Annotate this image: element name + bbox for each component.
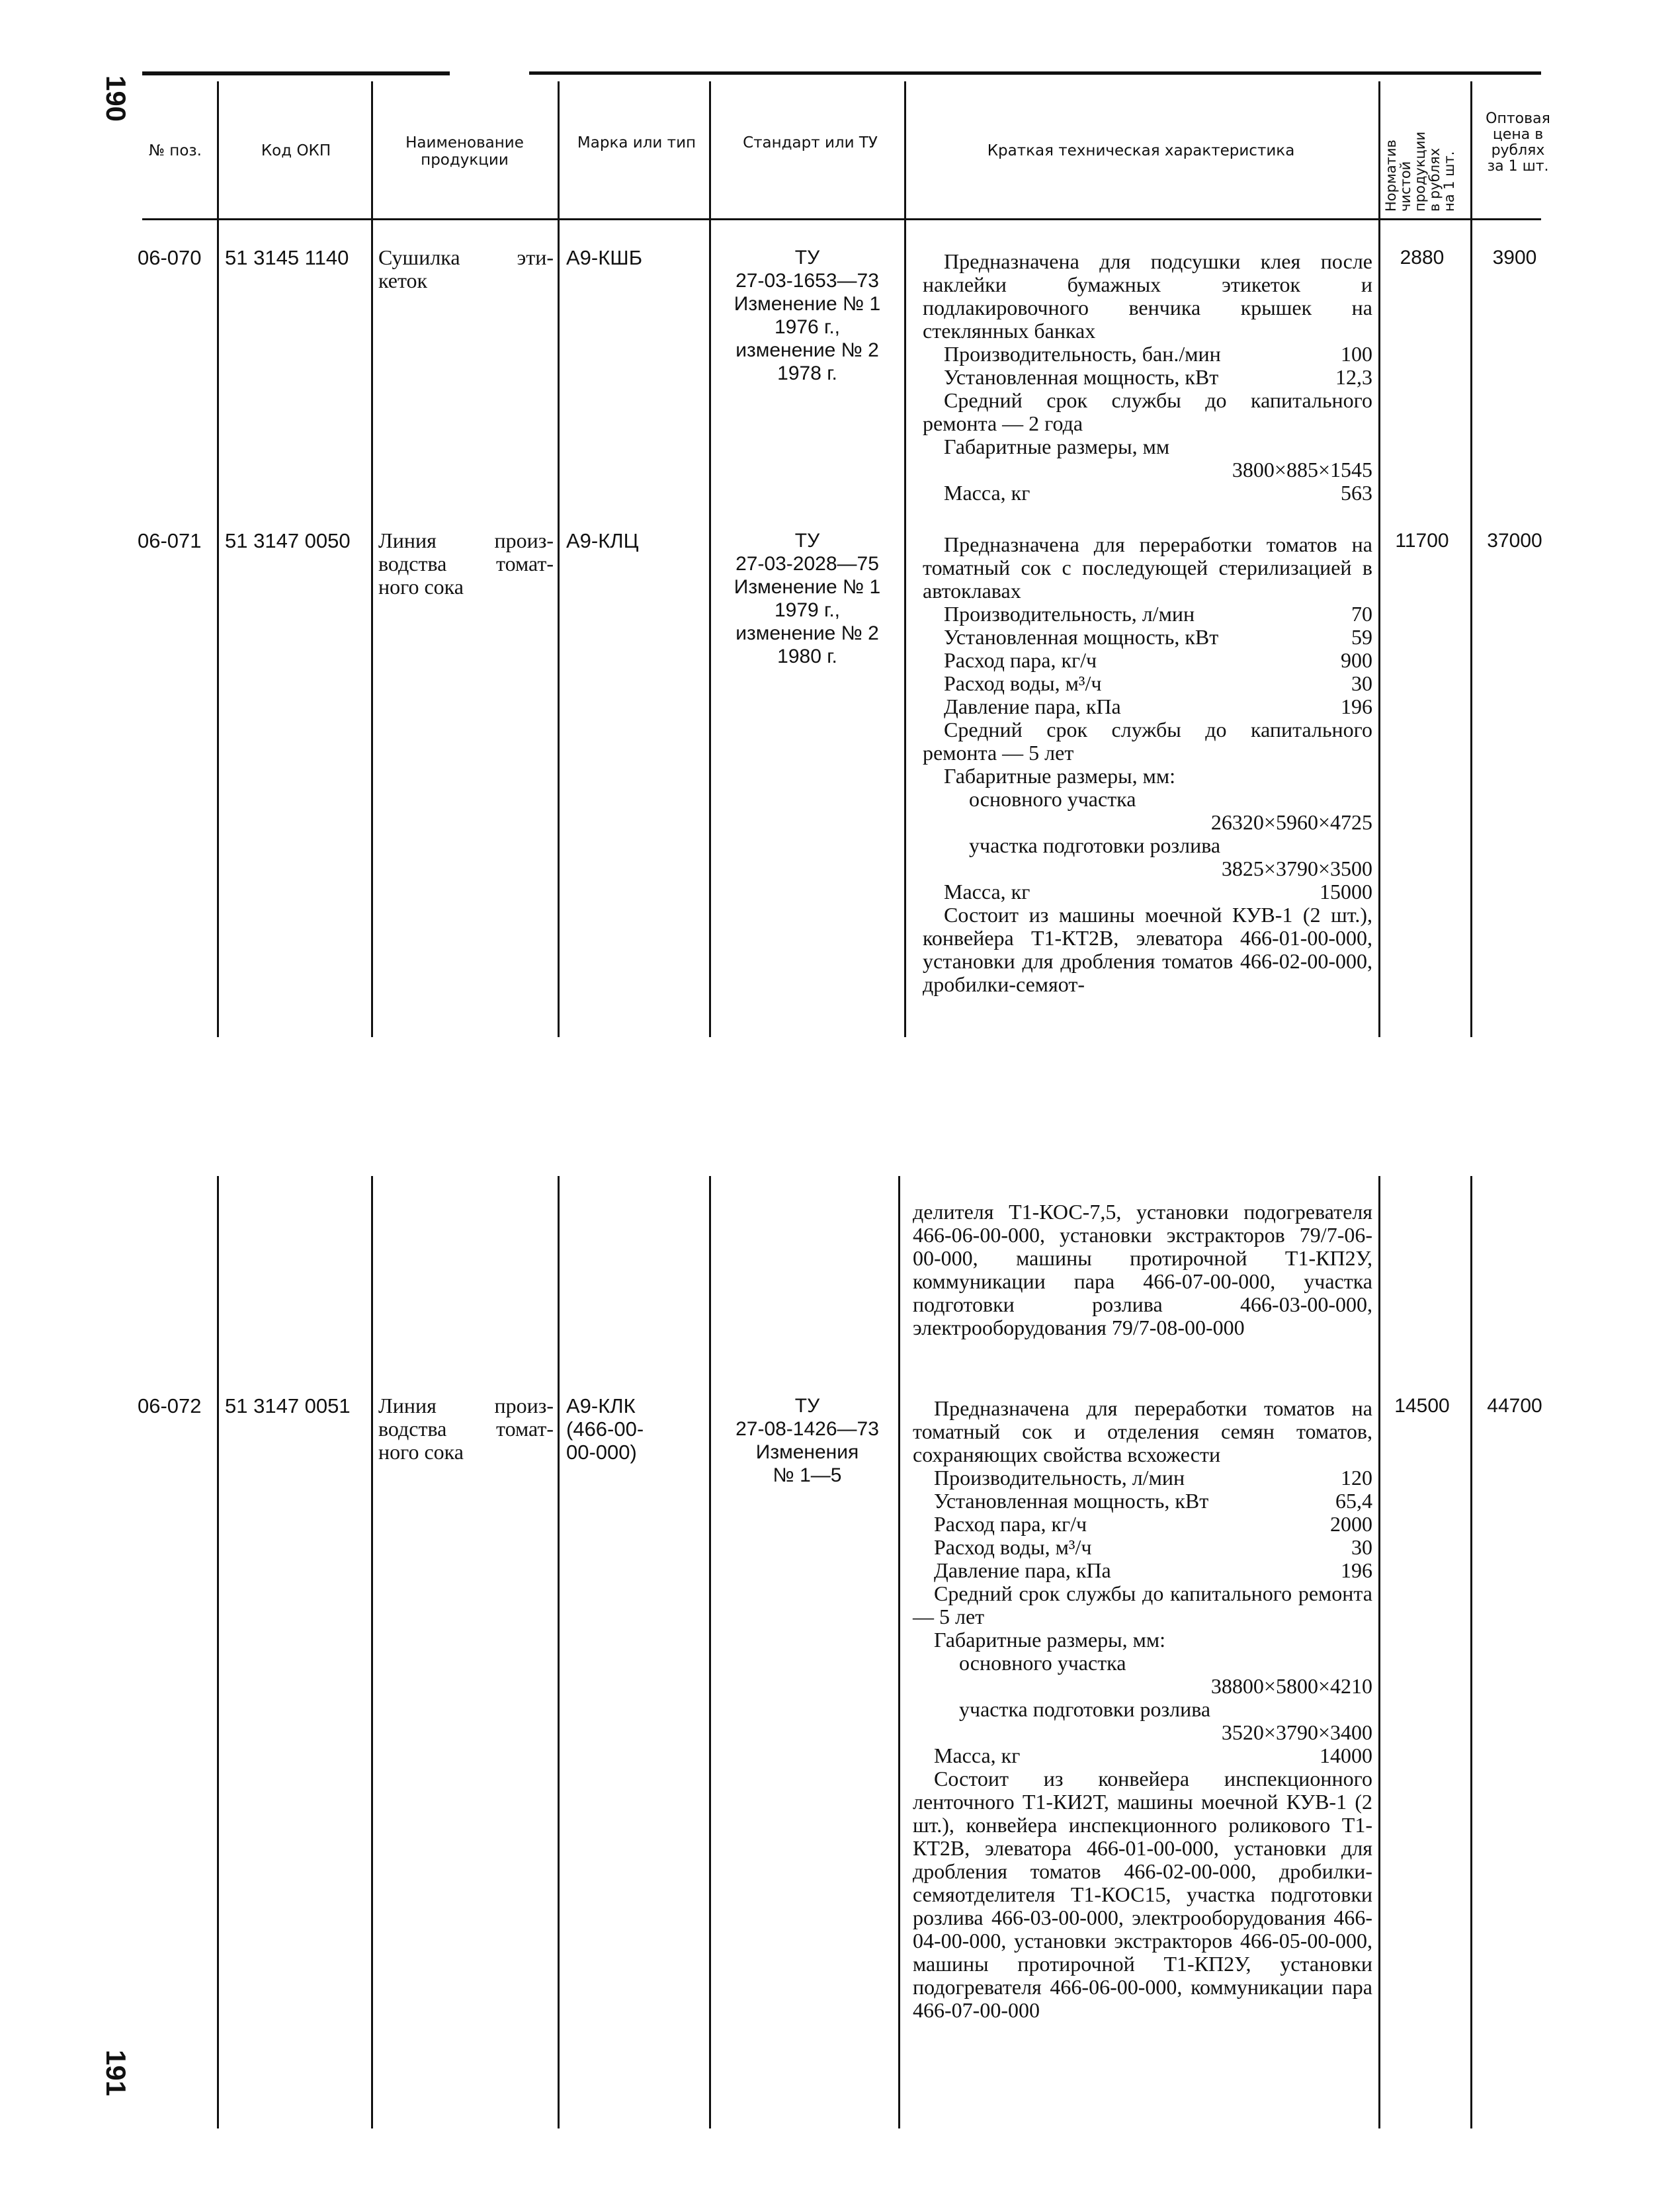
spec-label: Расход пара, кг/ч (934, 1512, 1087, 1536)
column-divider (1470, 1176, 1472, 2128)
spec-label: Расход воды, м³/ч (934, 1535, 1092, 1559)
row-description (913, 1397, 1372, 2022)
spec-value: 30 (1351, 671, 1372, 695)
row-name: Линия произ- водства томат- ного сока (378, 528, 554, 599)
dims-label: Габаритные размеры, мм (944, 435, 1170, 458)
spec-value: 12,3 (1335, 365, 1372, 389)
mass-value: 563 (1341, 481, 1372, 505)
spec-row (923, 672, 1372, 695)
column-divider (904, 81, 906, 1037)
header-bottom-rule (142, 218, 1541, 220)
header-norm-line: продукции (1412, 131, 1428, 212)
desc-composition: Состоит из конвейера инспекционного ленточного Т1-КИ2Т, машины моечной КУВ-1 (2 шт.), конвейера инспекционного роликового Т1-КТ2В, элеватора 466-01-00-000, установки для дробления томатов 466-02-00-000, дробилки-семяотделителя Т1-КОС15, участка подготовки розлива 466-03-00-000, электрооборудования 466-04-00-000, установки экстракторов 466-05-00-000, машины протирочной Т1-КП2У, установки подогревателя 466-06-00-000, коммуникации пара 466-07-00-000 (913, 1767, 1372, 2022)
standard-line: Изменения (755, 1441, 859, 1463)
desc-composition: Состоит из машины моечной КУВ-1 (2 шт.), конвейера Т1-КТ2В, элеватора 466-01-00-000, установки для дробления томатов 466-02-00-000, дробилки-семяот- (923, 903, 1372, 996)
header-mark: Марка или тип (577, 134, 696, 151)
header-standard: Стандарт или ТУ (743, 134, 878, 151)
dims-fill-value: 3520×3790×3400 (1221, 1720, 1372, 1744)
spec-value: 65,4 (1335, 1489, 1372, 1513)
desc-continuation (913, 1200, 1372, 1339)
row-okp: 51 3147 0050 (225, 529, 351, 552)
spec-label: Установленная мощность, кВт (944, 625, 1219, 649)
dims-main-value: 38800×5800×4210 (1210, 1674, 1372, 1698)
desc-intro: Предназначена для переработки томатов на томатный сок с последующей стерилизацией в автоклавах (923, 532, 1372, 603)
header-norm-line: на 1 шт. (1441, 151, 1457, 212)
row-standard (713, 1394, 902, 1487)
column-divider (371, 1176, 373, 2128)
spec-label: Давление пара, кПа (944, 694, 1121, 718)
mass-label: Масса, кг (944, 880, 1030, 904)
dims-main-label: основного участка (969, 787, 1136, 811)
spec-label: Установленная мощность, кВт (934, 1489, 1209, 1513)
column-divider (709, 81, 711, 1037)
standard-line: Изменение № 1 (734, 576, 881, 598)
mass-value: 15000 (1320, 880, 1372, 904)
row-mark: А9-КШБ (566, 246, 643, 269)
row-norm: 11700 (1395, 530, 1449, 552)
spec-value: 59 (1351, 625, 1372, 649)
header-pos: № поз. (149, 142, 202, 159)
spec-label: Производительность, бан./мин (944, 342, 1221, 366)
row-price: 3900 (1492, 247, 1537, 269)
standard-line: 1978 г. (777, 362, 837, 384)
row-standard (713, 529, 902, 668)
row-standard (713, 246, 902, 385)
mass-row (923, 482, 1372, 505)
dims-fill-value: 3825×3790×3500 (1221, 857, 1372, 880)
desc-service-life: Средний срок службы до капитального ремонта — 2 года (923, 388, 1372, 435)
row-description (923, 533, 1372, 996)
spec-row (913, 1513, 1372, 1536)
spec-value: 100 (1341, 342, 1372, 366)
spec-row (913, 1536, 1372, 1559)
spec-label: Производительность, л/мин (944, 602, 1195, 626)
row-okp: 51 3147 0051 (225, 1394, 351, 1417)
page-number-bottom: 191 (101, 2049, 132, 2097)
spec-row (923, 343, 1372, 366)
standard-line: № 1—5 (773, 1464, 842, 1486)
spec-label: Расход пара, кг/ч (944, 648, 1097, 672)
header-norm-line: чистой (1398, 161, 1413, 212)
standard-line: Изменение № 1 (734, 293, 881, 315)
top-rule-left (142, 71, 450, 75)
page-number-top: 190 (101, 75, 132, 122)
standard-line: 27-03-2028—75 (735, 553, 879, 575)
spec-row (923, 649, 1372, 672)
mass-row (923, 880, 1372, 904)
spec-value: 196 (1341, 1558, 1372, 1582)
spec-label: Производительность, л/мин (934, 1466, 1185, 1490)
column-divider (217, 81, 219, 1037)
spec-row (923, 366, 1372, 389)
spec-row (923, 626, 1372, 649)
mass-label: Масса, кг (934, 1744, 1021, 1767)
top-rule-right (529, 71, 1541, 75)
continuation-text: делителя Т1-КОС-7,5, установки подогревателя 466-06-00-000, установки экстракторов 79/7-06-00-000, машины протирочной Т1-КП2У, коммуникации пара 466-07-00-000, участка подготовки розлива 466-03-00-000, электрооборудования 79/7-08-00-000 (913, 1200, 1372, 1339)
dims-label: Габаритные размеры, мм: (944, 764, 1176, 788)
desc-intro: Предназначена для переработки томатов на томатный сок и отделения семян томатов, сохраняющих свойства всхожести (913, 1396, 1372, 1466)
dims-fill-label: участка подготовки розлива (969, 833, 1221, 857)
standard-line: 1980 г. (777, 646, 837, 667)
column-divider (371, 81, 373, 1037)
spec-row (923, 603, 1372, 626)
header-okp: Код ОКП (261, 142, 331, 159)
row-mark: А9-КЛЦ (566, 529, 639, 552)
dims-main-label: основного участка (959, 1651, 1126, 1675)
spec-value: 120 (1341, 1466, 1372, 1490)
row-pos: 06-070 (138, 246, 202, 269)
column-divider (558, 81, 560, 1037)
row-name: Сушилка эти- кеток (378, 245, 554, 292)
header-name: Наименование продукции (405, 134, 524, 169)
spec-value: 2000 (1330, 1512, 1372, 1536)
desc-service-life: Средний срок службы до капитального ремонта — 5 лет (923, 718, 1372, 765)
dims-fill-label: участка подготовки розлива (959, 1697, 1211, 1721)
row-pos: 06-072 (138, 1394, 202, 1417)
header-norm-line: Норматив (1383, 140, 1399, 212)
column-divider (1378, 1176, 1380, 2128)
standard-line: изменение № 2 (735, 339, 879, 361)
column-divider (558, 1176, 560, 2128)
spec-label: Расход воды, м³/ч (944, 671, 1102, 695)
spec-value: 900 (1341, 648, 1372, 672)
spec-value: 70 (1351, 602, 1372, 626)
mass-value: 14000 (1320, 1744, 1372, 1767)
dims-main-value: 26320×5960×4725 (1210, 810, 1372, 834)
column-divider (217, 1176, 219, 2128)
standard-line: 27-03-1653—73 (735, 270, 879, 292)
spec-value: 196 (1341, 694, 1372, 718)
row-mark: А9-КЛК (466-00- 00-000) (566, 1394, 644, 1464)
spec-row (913, 1559, 1372, 1582)
dims-value: 3800×885×1545 (1232, 458, 1372, 482)
spec-label: Установленная мощность, кВт (944, 365, 1219, 389)
column-divider (709, 1176, 711, 2128)
standard-line: изменение № 2 (735, 622, 879, 644)
header-norm-line: в рублях (1427, 147, 1443, 212)
column-divider (1470, 81, 1472, 1037)
header-tech: Краткая техническая характеристика (987, 142, 1295, 159)
row-price: 44700 (1487, 1395, 1542, 1417)
standard-line: ТУ (794, 530, 820, 552)
standard-line: ТУ (794, 1395, 820, 1417)
standard-line: 1976 г., (774, 316, 841, 338)
standard-line: 1979 г., (774, 599, 841, 621)
row-pos: 06-071 (138, 529, 202, 552)
row-okp: 51 3145 1140 (225, 246, 349, 269)
desc-intro: Предназначена для подсушки клея после наклейки бумажных этикеток и подлакировочного венчика крышек на стеклянных банках (923, 249, 1372, 343)
spec-label: Давление пара, кПа (934, 1558, 1111, 1582)
spec-row (913, 1490, 1372, 1513)
standard-line: 27-08-1426—73 (735, 1418, 879, 1440)
row-name: Линия произ- водства томат- ного сока (378, 1394, 554, 1464)
row-description (923, 250, 1372, 505)
header-price: Оптовая цена в рублях за 1 шт. (1486, 110, 1550, 175)
dims-label: Габаритные размеры, мм: (934, 1628, 1166, 1652)
spec-value: 30 (1351, 1535, 1372, 1559)
column-divider (898, 1176, 900, 2128)
mass-row (913, 1744, 1372, 1767)
spec-row (923, 695, 1372, 718)
row-norm: 14500 (1394, 1395, 1450, 1417)
column-divider (1378, 81, 1380, 1037)
mass-label: Масса, кг (944, 481, 1030, 505)
spec-row (913, 1466, 1372, 1490)
standard-line: ТУ (794, 247, 820, 269)
desc-service-life: Средний срок службы до капитального ремонта — 5 лет (913, 1581, 1372, 1628)
row-price: 37000 (1487, 530, 1542, 552)
row-norm: 2880 (1400, 247, 1445, 269)
